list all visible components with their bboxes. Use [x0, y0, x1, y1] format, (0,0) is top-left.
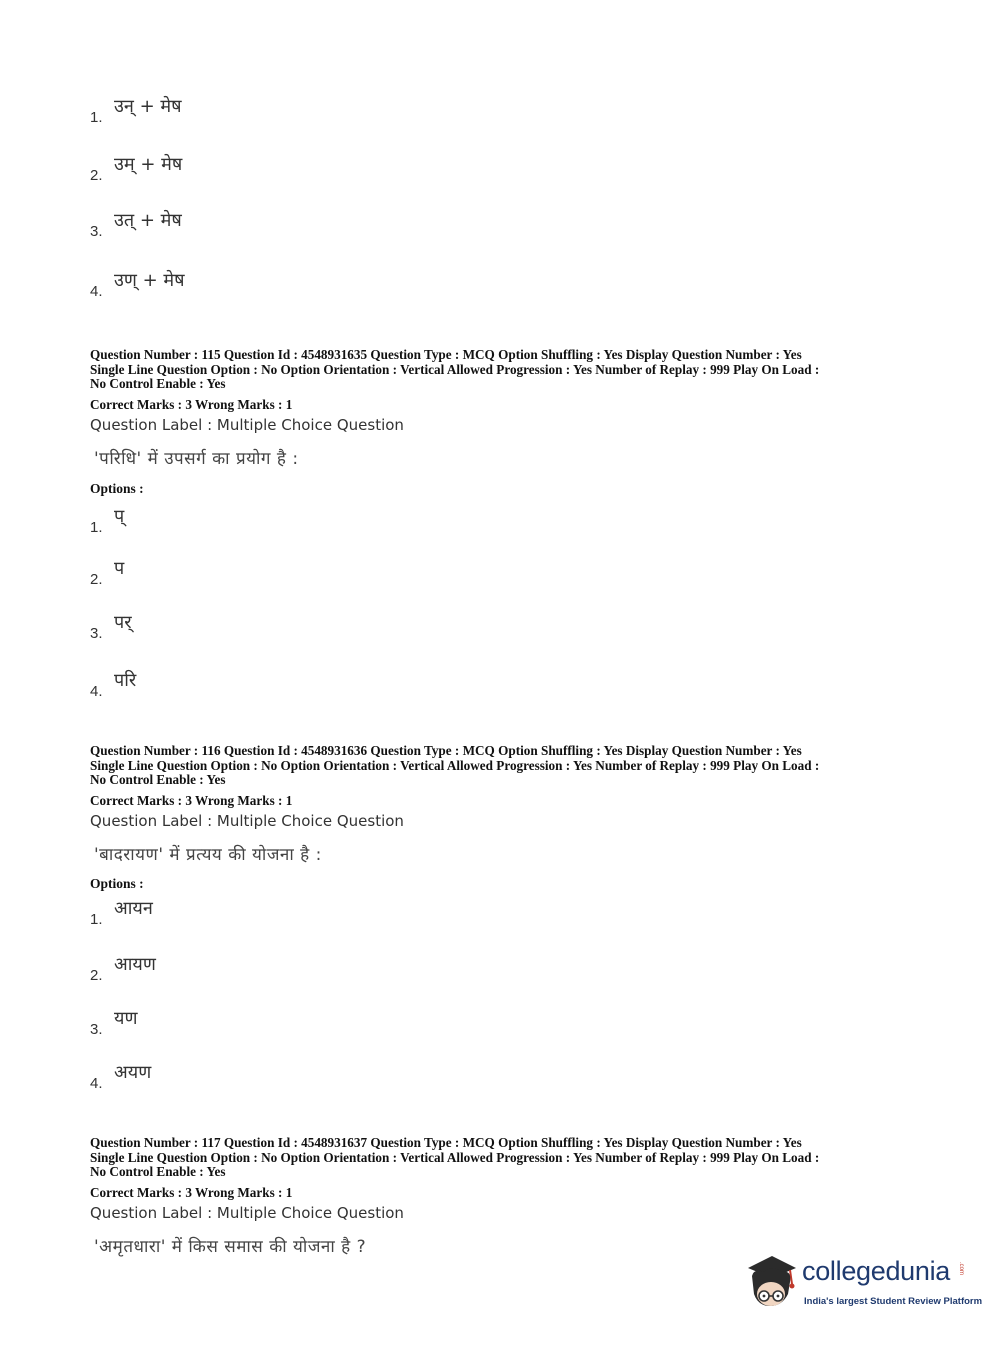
mascot-icon — [742, 1250, 802, 1316]
option-text: प — [114, 558, 125, 579]
meta-line: Question Number : 115 Question Id : 4548931635 Question Type : MCQ Option Shuffling : Yes Display Question Number : Yes — [90, 347, 802, 362]
question-meta — [90, 1136, 920, 1180]
meta-line: Question Number : 117 Question Id : 4548931637 Question Type : MCQ Option Shuffling : Yes Display Question Number : Yes — [90, 1135, 802, 1150]
option-number: 3. — [90, 223, 103, 240]
question-label: Question Label : Multiple Choice Question — [90, 416, 404, 434]
option-text: आयण — [114, 954, 156, 975]
option-text: पर् — [114, 612, 132, 633]
option-text: यण — [114, 1008, 138, 1029]
option-number: 2. — [90, 967, 103, 984]
option-number: 3. — [90, 1021, 103, 1038]
question-text: 'अमृतधारा' में किस समास की योजना है ? — [94, 1237, 367, 1257]
option-text: उम् + मेष — [114, 154, 183, 175]
option-text: परि — [114, 670, 137, 691]
question-marks: Correct Marks : 3 Wrong Marks : 1 — [90, 793, 293, 808]
question-marks: Correct Marks : 3 Wrong Marks : 1 — [90, 397, 293, 412]
meta-line: No Control Enable : Yes — [90, 772, 226, 788]
option-text: उत् + मेष — [114, 210, 182, 231]
question-marks: Correct Marks : 3 Wrong Marks : 1 — [90, 1185, 293, 1200]
question-text: 'बादरायण' में प्रत्यय की योजना है : — [94, 845, 322, 865]
option-number: 1. — [90, 109, 103, 126]
option-text: उण् + मेष — [114, 270, 185, 291]
meta-line: Single Line Question Option : No Option Orientation : Vertical Allowed Progression : Yes Number of Replay : 999 Play On Load : — [90, 1149, 820, 1165]
options-heading: Options : — [90, 481, 144, 496]
logo-tagline: India's largest Student Review Platform — [804, 1296, 983, 1307]
question-text: 'परिधि' में उपसर्ग का प्रयोग है : — [94, 449, 299, 469]
question-label: Question Label : Multiple Choice Question — [90, 812, 404, 830]
option-text: आयन — [114, 898, 153, 919]
option-number: 4. — [90, 683, 103, 700]
question-meta — [90, 348, 920, 392]
collegedunia-logo — [742, 1250, 983, 1316]
question-label: Question Label : Multiple Choice Question — [90, 1204, 404, 1222]
option-number: 4. — [90, 1075, 103, 1092]
meta-line: Single Line Question Option : No Option Orientation : Vertical Allowed Progression : Yes Number of Replay : 999 Play On Load : — [90, 361, 820, 377]
meta-line: Question Number : 116 Question Id : 4548931636 Question Type : MCQ Option Shuffling : Yes Display Question Number : Yes — [90, 743, 802, 758]
option-number: 4. — [90, 283, 103, 300]
option-number: 2. — [90, 571, 103, 588]
option-number: 3. — [90, 625, 103, 642]
meta-line: No Control Enable : Yes — [90, 1164, 226, 1180]
question-meta — [90, 744, 920, 788]
meta-line: Single Line Question Option : No Option Orientation : Vertical Allowed Progression : Yes Number of Replay : 999 Play On Load : — [90, 757, 820, 773]
option-number: 1. — [90, 911, 103, 928]
option-text: उन् + मेष — [114, 96, 182, 117]
options-heading: Options : — [90, 876, 144, 891]
logo-com: .com — [958, 1262, 964, 1276]
option-text: प् — [114, 506, 125, 527]
option-text: अयण — [114, 1062, 152, 1083]
meta-line: No Control Enable : Yes — [90, 376, 226, 392]
option-number: 2. — [90, 167, 103, 184]
option-number: 1. — [90, 519, 103, 536]
logo-brand: collegedunia — [802, 1256, 951, 1286]
